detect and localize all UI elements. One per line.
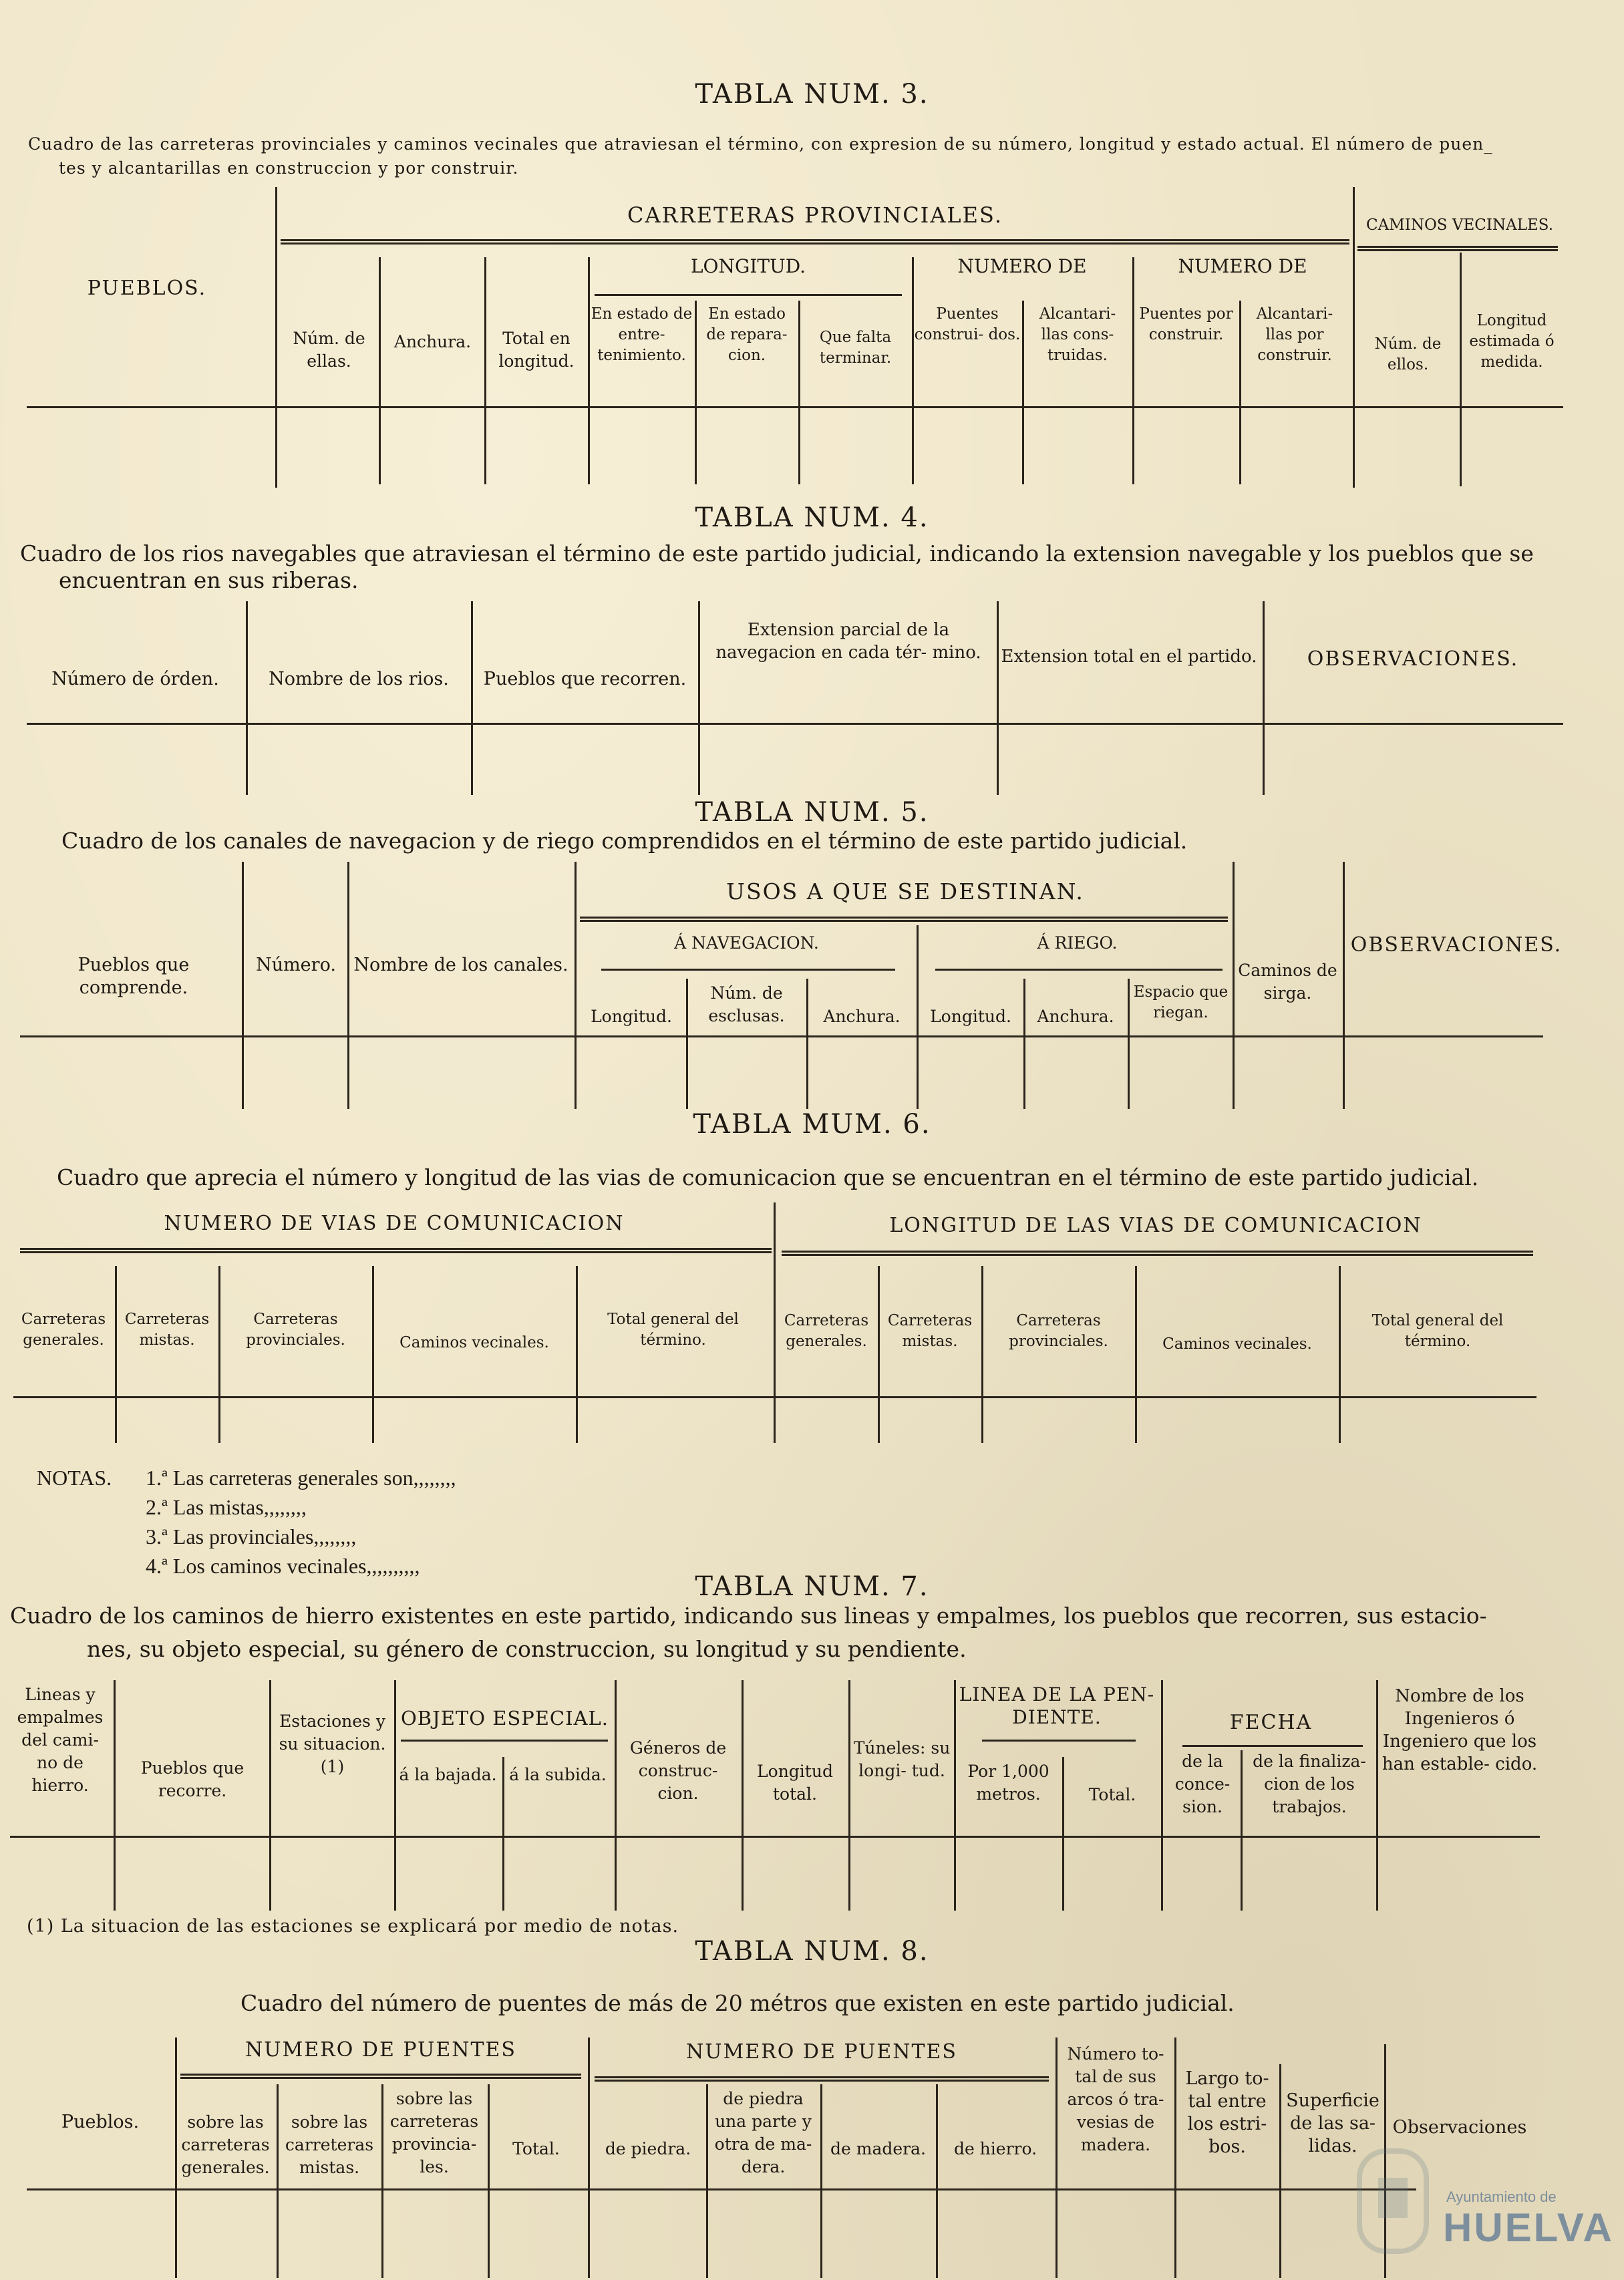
- t8-col-total: Total.: [512, 2139, 560, 2158]
- t7-vline: [114, 1680, 116, 1911]
- t3-rule: [281, 239, 1349, 245]
- watermark-subtext: Ayuntamiento de: [1446, 2188, 1557, 2205]
- t4-vline: [997, 601, 999, 795]
- t5-riego-header: Á RIEGO.: [1037, 933, 1118, 953]
- t4-col-numero-orden: Número de órden.: [51, 669, 219, 689]
- t5-col-caminos-sirga: Caminos de sirga.: [1238, 961, 1337, 1003]
- t7-col-total: Total.: [1088, 1785, 1136, 1804]
- t6-nota-4: 4.ª Los caminos vecinales,,,,,,,,,,: [146, 1554, 420, 1578]
- table-7-caption-2: nes, su objeto especial, su género de construccion, su longitud y su pendiente.: [87, 1636, 967, 1662]
- t6-nota-1: 1.ª Las carreteras generales son,,,,,,,,: [146, 1466, 456, 1490]
- t8-col-largo: Largo to- tal entre los estri- bos.: [1185, 2068, 1269, 2157]
- t3-rule: [595, 294, 902, 296]
- t7-vline: [1161, 1680, 1163, 1911]
- t5-usos-header: USOS A QUE SE DESTINAN.: [726, 878, 1084, 905]
- t8-col-pueblos: Pueblos.: [61, 2112, 140, 2132]
- t7-footnote: (1) La situacion de las estaciones se explicará por medio de notas.: [27, 1916, 679, 1937]
- t7-vline: [954, 1680, 956, 1911]
- t8-col-mixto: de piedra una parte y otra de ma- dera.: [714, 2089, 812, 2176]
- t5-col-longitud-1: Longitud.: [591, 1007, 672, 1026]
- table-4-title: TABLA NUM. 4.: [695, 502, 929, 533]
- t6-col-gen-1: Carreteras generales.: [21, 1311, 106, 1349]
- t7-vline: [1241, 1750, 1243, 1911]
- t7-col-lineas: Lineas y empalmes del cami- no de hierro.: [17, 1685, 104, 1795]
- t5-rule: [601, 969, 895, 971]
- t8-col-hierro: de hierro.: [953, 2139, 1037, 2158]
- t8-numero-puentes-header-2: NUMERO DE PUENTES: [686, 2040, 957, 2064]
- t8-col-piedra: de piedra.: [605, 2139, 691, 2158]
- t3-longitud-header: LONGITUD.: [690, 255, 806, 277]
- t8-vline: [706, 2084, 708, 2278]
- t3-vline: [275, 187, 277, 488]
- table-7-title: TABLA NUM. 7.: [695, 1571, 929, 1602]
- t5-col-pueblos: Pueblos que comprende.: [77, 955, 190, 998]
- t6-vline: [372, 1266, 374, 1443]
- t8-col-superficie: Superficie de las sa- lidas.: [1286, 2090, 1379, 2156]
- t4-vline: [246, 601, 248, 795]
- t3-vline: [1239, 301, 1241, 484]
- t3-col-total-longitud: Total en longitud.: [498, 329, 575, 371]
- t3-vline: [484, 257, 486, 484]
- t3-caminos-header: CAMINOS VECINALES.: [1365, 216, 1554, 234]
- t7-fecha-header: FECHA: [1229, 1711, 1313, 1734]
- t5-navegacion-header: Á NAVEGACION.: [674, 933, 819, 953]
- table-6-title: TABLA MUM. 6.: [693, 1109, 931, 1140]
- t6-col-caminos-2: Caminos vecinales.: [1162, 1335, 1312, 1353]
- t8-col-generales: sobre las carreteras generales.: [181, 2112, 270, 2177]
- t6-vline: [218, 1266, 220, 1443]
- t5-header-bottom-rule: [20, 1035, 1543, 1037]
- table-5-caption: Cuadro de los canales de navegacion y de riego comprendidos en el término de este partido judicial.: [61, 828, 1188, 854]
- t3-vline: [588, 257, 590, 484]
- t8-col-madera: de madera.: [830, 2139, 926, 2158]
- t7-rule: [982, 1740, 1136, 1742]
- t7-col-ingenieros: Nombre de los Ingenieros ó Ingeniero que los han estable- cido.: [1382, 1686, 1538, 1774]
- t8-rule: [180, 2074, 581, 2079]
- t5-col-anchura-1: Anchura.: [823, 1007, 901, 1026]
- t7-vline: [848, 1680, 850, 1911]
- t5-col-nombre-canales: Nombre de los canales.: [353, 955, 569, 975]
- t3-vline: [379, 257, 381, 484]
- t3-vline: [912, 257, 914, 484]
- t8-vline: [1174, 2038, 1176, 2278]
- t7-vline: [269, 1680, 271, 1911]
- t8-col-arcos: Número to- tal de sus arcos ó tra- vesias de madera.: [1067, 2044, 1164, 2154]
- t6-vline: [774, 1202, 776, 1443]
- t7-col-estaciones: Estaciones y su situacion. (1): [279, 1712, 386, 1776]
- t3-col-num-ellos: Núm. de ellos.: [1374, 335, 1442, 373]
- t3-col-falta-terminar: Que falta terminar.: [819, 329, 892, 367]
- t7-rule: [1182, 1745, 1363, 1747]
- t8-col-observaciones: Observaciones: [1392, 2117, 1527, 2138]
- t7-col-longitud-total: Longitud total.: [757, 1762, 833, 1804]
- t6-rule: [20, 1248, 772, 1253]
- t5-vline: [917, 925, 919, 1109]
- t4-vline: [698, 601, 700, 795]
- t8-rule: [595, 2076, 1049, 2082]
- t7-vline: [1062, 1757, 1064, 1911]
- t6-rule: [782, 1251, 1533, 1256]
- t7-col-concesion: de la conce- sion.: [1174, 1752, 1231, 1816]
- t3-col-alcant-construidas: Alcantari- llas cons- truidas.: [1039, 305, 1116, 364]
- t6-vline: [1135, 1266, 1137, 1443]
- t3-numero-de-header-2: NUMERO DE: [1178, 255, 1307, 277]
- t7-vline: [502, 1757, 504, 1911]
- t6-vline: [115, 1266, 117, 1443]
- t3-col-estado-reparacion: En estado de repara- cion.: [706, 305, 788, 364]
- t5-vline: [1023, 979, 1025, 1109]
- t7-col-por-1000: Por 1,000 metros.: [967, 1762, 1049, 1804]
- t8-vline: [277, 2084, 279, 2278]
- table-3-caption-2: tes y alcantarillas en construccion y por construir.: [59, 158, 519, 178]
- t5-col-observaciones: OBSERVACIONES.: [1350, 933, 1563, 957]
- t3-carreteras-header: CARRETERAS PROVINCIALES.: [627, 202, 1003, 228]
- t5-rule: [580, 917, 1228, 922]
- t4-col-pueblos-recorren: Pueblos que recorren.: [483, 669, 687, 689]
- table-8-title: TABLA NUM. 8.: [695, 1936, 929, 1967]
- t7-vline: [615, 1680, 617, 1911]
- table-4-caption-2: encuentran en sus riberas.: [59, 567, 359, 593]
- t6-col-mistas-2: Carreteras mistas.: [887, 1312, 973, 1350]
- t3-vline: [695, 301, 697, 484]
- table-5-title: TABLA NUM. 5.: [695, 797, 929, 828]
- t6-header-bottom-rule: [13, 1396, 1536, 1398]
- t5-vline: [1343, 862, 1345, 1109]
- t6-col-prov-1: Carreteras provinciales.: [246, 1311, 345, 1349]
- table-3-title: TABLA NUM. 3.: [695, 79, 929, 110]
- t7-col-bajada: á la bajada.: [399, 1765, 497, 1784]
- t6-col-caminos-1: Caminos vecinales.: [399, 1334, 549, 1351]
- t4-col-nombre-rios: Nombre de los rios.: [269, 669, 449, 689]
- t6-col-gen-2: Carreteras generales.: [784, 1312, 869, 1350]
- t8-numero-puentes-header-1: NUMERO DE PUENTES: [245, 2038, 516, 2062]
- t8-col-mistas: sobre las carreteras mistas.: [285, 2112, 374, 2177]
- t5-vline: [1128, 979, 1130, 1109]
- t6-col-mistas-1: Carreteras mistas.: [124, 1311, 210, 1349]
- t3-col-puentes-por-construir: Puentes por construir.: [1139, 305, 1233, 343]
- t3-vline: [1460, 253, 1462, 486]
- t6-col-total-2: Total general del término.: [1371, 1312, 1504, 1350]
- table-3-caption-1: Cuadro de las carreteras provinciales y caminos vecinales que atraviesan el término, con expresion de su número, longitud y estado actual. El número de puen_: [28, 134, 1493, 154]
- table-6-caption: Cuadro que aprecia el número y longitud de las vias de comunicacion que se encuentran en el término de este partido judicial.: [57, 1164, 1479, 1190]
- t7-col-pueblos: Pueblos que recorre.: [140, 1758, 245, 1800]
- t3-pueblos-header: PUEBLOS.: [87, 277, 207, 300]
- t5-vline: [686, 979, 688, 1109]
- t8-vline: [1279, 2064, 1281, 2278]
- t5-col-num-esclusas: Núm. de esclusas.: [708, 983, 785, 1025]
- t4-vline: [471, 601, 473, 795]
- t6-nota-2: 2.ª Las mistas,,,,,,,,: [146, 1495, 307, 1519]
- t7-vline: [394, 1680, 396, 1911]
- t5-col-longitud-2: Longitud.: [930, 1007, 1011, 1026]
- t8-vline: [1055, 2038, 1058, 2278]
- t5-vline: [347, 862, 349, 1109]
- t6-longitud-vias-header: LONGITUD DE LAS VIAS DE COMUNICACION: [889, 1214, 1422, 1237]
- t6-notas-label: NOTAS.: [37, 1466, 112, 1490]
- t8-vline: [175, 2038, 177, 2278]
- t5-vline: [575, 862, 577, 1109]
- t5-vline: [1233, 862, 1235, 1109]
- t7-col-subida: á la subida.: [509, 1765, 607, 1784]
- t6-nota-3: 3.ª Las provinciales,,,,,,,,: [146, 1524, 357, 1549]
- table-8-caption: Cuadro del número de puentes de más de 20 métros que existen en este partido judicial.: [240, 1990, 1235, 2016]
- t3-col-puentes-construidos: Puentes construi- dos.: [914, 305, 1021, 343]
- t4-col-extension-parcial: Extension parcial de la navegacion en cada tér- mino.: [715, 620, 981, 663]
- t5-col-numero: Número.: [256, 955, 336, 975]
- t6-vline: [878, 1266, 880, 1443]
- t7-header-bottom-rule: [10, 1836, 1540, 1838]
- t8-header-bottom-rule: [27, 2188, 1416, 2190]
- t7-col-generos: Géneros de construc- cion.: [629, 1738, 727, 1803]
- t6-vline: [981, 1266, 983, 1443]
- t7-rule: [401, 1740, 608, 1742]
- t6-numero-vias-header: NUMERO DE VIAS DE COMUNICACION: [164, 1212, 625, 1235]
- t3-header-bottom-rule: [27, 406, 1563, 408]
- t7-linea-pendiente-header: LINEA DE LA PEN- DIENTE.: [959, 1683, 1155, 1728]
- t7-objeto-header: OBJETO ESPECIAL.: [401, 1707, 609, 1730]
- t8-vline: [488, 2084, 490, 2278]
- t5-col-espacio: Espacio que riegan.: [1133, 983, 1229, 1021]
- t8-vline: [820, 2084, 822, 2278]
- t7-vline: [1376, 1680, 1378, 1911]
- t3-col-longitud-estimada: Longitud estimada ó medida.: [1469, 312, 1555, 371]
- t3-col-alcant-por-construir: Alcantari- llas por construir.: [1256, 305, 1333, 364]
- t6-vline: [576, 1266, 578, 1443]
- t7-vline: [742, 1680, 744, 1911]
- table-4-caption-1: Cuadro de los rios navegables que atraviesan el término de este partido judicial, indicando la extension navegable y los pueblos que se: [20, 540, 1534, 566]
- t5-vline: [242, 862, 244, 1109]
- t6-col-total-1: Total general del término.: [607, 1311, 739, 1349]
- t3-vline: [1022, 301, 1024, 484]
- t3-rule: [1357, 246, 1558, 251]
- t3-vline: [1132, 257, 1134, 484]
- t3-numero-de-header-1: NUMERO DE: [957, 255, 1087, 277]
- t7-col-tuneles: Túneles: su longi- tud.: [853, 1738, 951, 1780]
- t4-vline: [1263, 601, 1265, 795]
- t3-vline: [798, 301, 800, 484]
- t7-col-finalizacion: de la finaliza- cion de los trabajos.: [1253, 1752, 1366, 1816]
- t5-col-anchura-2: Anchura.: [1037, 1007, 1114, 1026]
- t8-vline: [381, 2084, 383, 2278]
- watermark-text: HUELVA: [1443, 2205, 1614, 2250]
- t5-rule: [935, 969, 1223, 971]
- t4-header-bottom-rule: [27, 723, 1563, 725]
- t4-col-extension-total: Extension total en el partido.: [1001, 647, 1257, 667]
- t3-vline: [1353, 187, 1355, 488]
- t4-col-observaciones: OBSERVACIONES.: [1307, 647, 1519, 671]
- t8-vline: [936, 2084, 938, 2278]
- t5-vline: [806, 979, 808, 1109]
- t3-col-anchura: Anchura.: [393, 332, 472, 351]
- t3-col-estado-entretenimiento: En estado de entre- tenimiento.: [591, 305, 693, 364]
- t6-vline: [1339, 1266, 1341, 1443]
- t8-vline: [588, 2038, 590, 2278]
- t3-col-num-ellas: Núm. de ellas.: [293, 329, 365, 371]
- table-7-caption-1: Cuadro de los caminos de hierro existentes en este partido, indicando sus lineas y empalmes, los pueblos que recorren, sus estacio-: [10, 1603, 1487, 1629]
- t8-col-provinciales: sobre las carreteras provincia- les.: [389, 2089, 479, 2176]
- t6-col-prov-2: Carreteras provinciales.: [1009, 1312, 1108, 1350]
